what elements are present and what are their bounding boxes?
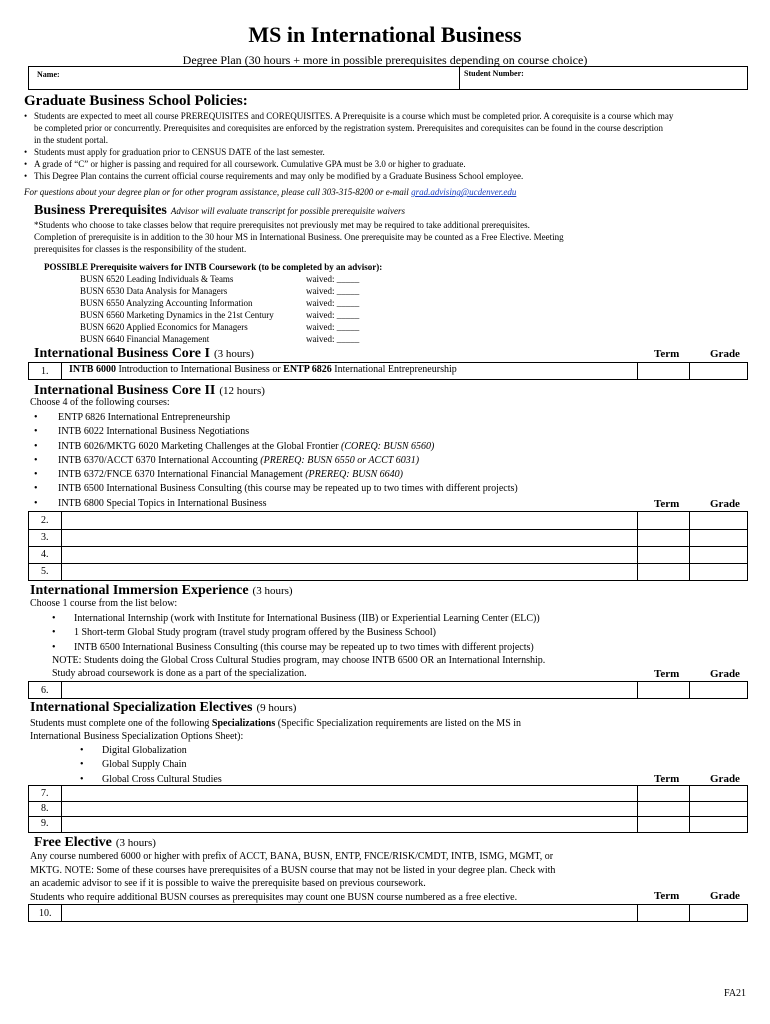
- waiver-course: BUSN 6550 Analyzing Accounting Information: [80, 298, 253, 308]
- spec-hours: (9 hours): [256, 702, 297, 714]
- email-link[interactable]: grad.advising@ucdenver.edu: [411, 187, 517, 197]
- core2-course: • INTB 6500 International Business Consulting (this course may be repeated up to two times with different projects): [34, 483, 518, 495]
- immersion-list: [52, 612, 540, 655]
- waiver-course-list: [80, 273, 274, 345]
- spec-text: Students must complete one of the following Specializations (Specific Specialization requirements are listed on the MS in International Business Specialization Options Sheet):: [30, 718, 522, 742]
- core2-course: • INTB 6372/FNCE 6370 International Financial Management (PREREQ: BUSN 6640): [34, 469, 403, 481]
- row-divider: [29, 546, 747, 547]
- grade-cell[interactable]: [689, 905, 690, 921]
- row-number: 9.: [41, 818, 49, 829]
- core1-heading: International Business Core I: [34, 346, 210, 361]
- waiver-status-list: [306, 273, 359, 345]
- term-header: Term: [654, 668, 680, 680]
- row-divider: [29, 801, 747, 802]
- policy-item-cont: in the student portal.: [34, 135, 108, 145]
- spec-list: [80, 744, 222, 787]
- prereq-text: *Students who choose to take classes below that require prerequisites not previously met may be required to take additional prerequisites. Completion of prerequisite is in addition to the 30 hour MS in International Business. One prerequisite may be counted as a Free Elective. Meeting prerequisites for classes is the responsibility of the student.: [34, 220, 564, 254]
- core2-course: • INTB 6022 International Business Negotiations: [34, 426, 250, 438]
- page-title: MS in International Business: [248, 22, 522, 47]
- free-hours: (3 hours): [115, 837, 156, 849]
- term-header: Term: [654, 773, 680, 785]
- spec-heading-row: [30, 698, 296, 716]
- row-number: 1.: [41, 366, 49, 377]
- row-number: 3.: [41, 532, 49, 543]
- grade-header: Grade: [710, 890, 740, 902]
- footer-code: FA21: [724, 988, 747, 999]
- row-number: 8.: [41, 803, 49, 814]
- core2-hours: (12 hours): [219, 385, 265, 397]
- contact-line: For questions about your degree plan or for other program assistance, please call 303-315-8200 or e-mail grad.advising@ucdenver.edu: [24, 187, 517, 197]
- course-cell: [61, 786, 638, 832]
- grade-header: Grade: [710, 773, 740, 785]
- waived-field[interactable]: waived: _____: [306, 322, 360, 332]
- core2-course: • INTB 6026/MKTG 6020 Marketing Challenges at the Global Frontier (COREQ: BUSN 6560): [34, 440, 435, 452]
- course-cell: [61, 905, 638, 921]
- policy-item: • A grade of “C” or higher is passing and required for all coursework. Cumulative GPA must be 3.0 or higher to graduate.: [24, 159, 466, 169]
- name-field-label[interactable]: Name:: [37, 70, 60, 79]
- row-divider: [29, 529, 747, 530]
- core2-course: • INTB 6800 Special Topics in International Business: [34, 497, 267, 509]
- page-subtitle: Degree Plan (30 hours + more in possible prerequisites depending on course choice): [182, 53, 588, 67]
- grade-cell: [689, 786, 690, 832]
- free-heading-row: [34, 833, 156, 851]
- spec-rows: [28, 785, 748, 833]
- name-student-number-box: [28, 66, 748, 90]
- grade-header: Grade: [710, 348, 740, 360]
- waiver-heading: POSSIBLE Prerequisite waivers for INTB Coursework (to be completed by an advisor):: [44, 262, 383, 272]
- row-divider: [29, 816, 747, 817]
- policy-item-cont: be completed prior or concurrently. Prerequisites and corequisites are enforced by the registration system. Prerequisites and corequisites can be found in the course description: [34, 123, 663, 133]
- waiver-course: BUSN 6530 Data Analysis for Managers: [80, 286, 228, 296]
- waiver-course: BUSN 6640 Financial Management: [80, 334, 210, 344]
- grade-header: Grade: [710, 668, 740, 680]
- immersion-intro: Choose 1 course from the list below:: [30, 598, 178, 609]
- waiver-course: BUSN 6560 Marketing Dynamics in the 21st Century: [80, 310, 274, 320]
- core2-intro: Choose 4 of the following courses:: [30, 397, 170, 408]
- term-header: Term: [654, 498, 680, 510]
- spec-item: • Global Supply Chain: [80, 759, 187, 771]
- student-number-field-label[interactable]: Student Number:: [459, 67, 524, 89]
- waived-field[interactable]: waived: _____: [306, 274, 360, 284]
- course-row-10[interactable]: [28, 904, 748, 922]
- core2-course-list: [34, 411, 518, 511]
- prereq-heading-row: [34, 201, 405, 219]
- waived-field[interactable]: waived: _____: [306, 310, 360, 320]
- prereq-note: Advisor will evaluate transcript for possible prerequisite waivers: [170, 206, 405, 216]
- policy-item: • This Degree Plan contains the current official course requirements and may only be modified by a Graduate Business School employee.: [24, 171, 524, 181]
- row-divider: [29, 563, 747, 564]
- grade-cell[interactable]: [689, 363, 690, 379]
- core1-course-text: INTB 6000 Introduction to International Business or ENTP 6826 International Entrepreneurship: [69, 364, 457, 375]
- spec-item: • Global Cross Cultural Studies: [80, 773, 222, 785]
- term-header: Term: [654, 890, 680, 902]
- immersion-item: • 1 Short-term Global Study program (travel study program offered by the Business School): [52, 627, 436, 639]
- immersion-item: • INTB 6500 International Business Consulting (this course may be repeated up to two times with different projects): [52, 641, 534, 653]
- immersion-hours: (3 hours): [252, 585, 293, 597]
- core2-heading: International Business Core II: [34, 383, 216, 398]
- course-cell: [61, 682, 638, 698]
- policy-item: • Students must apply for graduation prior to CENSUS DATE of the last semester.: [24, 147, 325, 157]
- row-number: 5.: [41, 566, 49, 577]
- grade-cell[interactable]: [689, 682, 690, 698]
- immersion-heading-row: [30, 581, 293, 599]
- core2-course: • ENTP 6826 International Entrepreneurship: [34, 412, 231, 423]
- spec-heading: International Specialization Electives: [30, 700, 253, 715]
- core2-course: • INTB 6370/ACCT 6370 International Accounting (PREREQ: BUSN 6550 or ACCT 6031): [34, 454, 420, 466]
- immersion-heading: International Immersion Experience: [30, 583, 249, 598]
- row-number: 4.: [41, 549, 49, 560]
- policy-item: • Students are expected to meet all course PREREQUISITES and COREQUISITES. A Prerequisite is a course which must be completed prior. A corequisite is a course which may: [24, 111, 674, 121]
- free-text: Any course numbered 6000 or higher with prefix of ACCT, BANA, BUSN, ENTP, FNCE/RISK/CMDT, INTB, ISMG, MGMT, or MKTG. NOTE: Some of these courses have prerequisites of a BUSN course that may not be listed in your degree plan. Check with an academic advisor to see if it is possible to waive the prerequisite based on previous coursework. Students who require additional BUSN courses as prerequisites may count one BUSN course numbered as a free elective.: [30, 851, 556, 903]
- immersion-notes: NOTE: Students doing the Global Cross Cultural Studies program, may choose INTB 6500 OR an International Internship. Study abroad coursework is done as a part of the specialization.: [52, 655, 546, 679]
- row-number: 2.: [41, 515, 49, 526]
- immersion-item: • International Internship (work with Institute for International Business (IIB) or Experiential Learning Center (ELC)): [52, 613, 540, 624]
- waived-field[interactable]: waived: _____: [306, 298, 360, 308]
- policy-list: [24, 110, 746, 182]
- core2-rows: [28, 511, 748, 581]
- waived-field[interactable]: waived: _____: [306, 334, 360, 344]
- grade-header: Grade: [710, 498, 740, 510]
- free-heading: Free Elective: [34, 835, 112, 850]
- prereq-heading: Business Prerequisites: [34, 203, 167, 218]
- course-row-1[interactable]: [28, 362, 748, 380]
- policies-heading: Graduate Business School Policies:: [24, 93, 248, 109]
- core1-heading-row: [34, 344, 254, 362]
- row-number: 10.: [39, 908, 52, 919]
- spec-item: • Digital Globalization: [80, 745, 187, 756]
- waiver-course: BUSN 6520 Leading Individuals & Teams: [80, 274, 234, 284]
- course-row-6[interactable]: [28, 681, 748, 699]
- waiver-course: BUSN 6620 Applied Economics for Managers: [80, 322, 248, 332]
- term-header: Term: [654, 348, 680, 360]
- waived-field[interactable]: waived: _____: [306, 286, 360, 296]
- core1-hours: (3 hours): [213, 348, 254, 360]
- row-number: 7.: [41, 788, 49, 799]
- row-number: 6.: [41, 685, 49, 696]
